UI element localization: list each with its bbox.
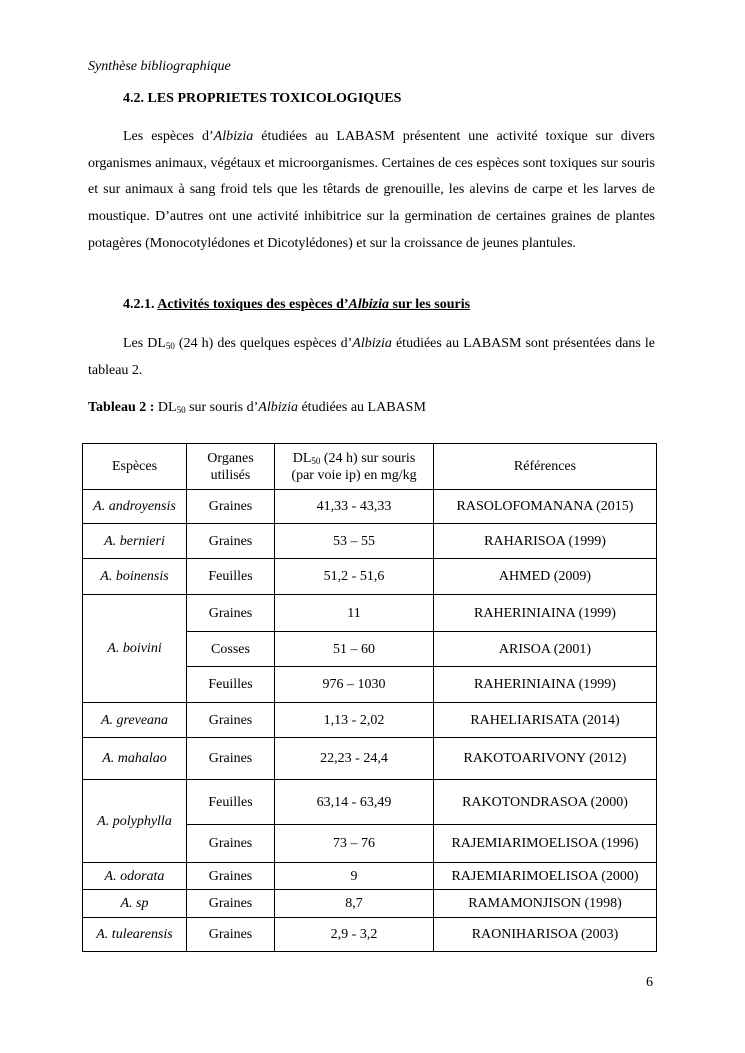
dl50-cell: 53 – 55 [275, 524, 434, 559]
section-title: 4.2. LES PROPRIETES TOXICOLOGIQUES [123, 91, 402, 106]
organ-cell: Feuilles [187, 559, 275, 595]
table-row [83, 863, 657, 890]
dl50-cell: 11 [275, 595, 434, 632]
header-dl50: $DL_{50}$ (24 h) sur souris (par voie ip) en mg/kg [275, 444, 434, 490]
table-row [83, 595, 657, 632]
species-cell: A. bernieri [83, 524, 187, 559]
organ-cell: Feuilles [187, 667, 275, 703]
dl50-cell: 63,14 - 63,49 [275, 780, 434, 825]
dl50-cell: 73 – 76 [275, 825, 434, 863]
organ-cell: Graines [187, 595, 275, 632]
dl50-paragraph: Les $DL_{50}$ (24 h) des quelques espèces d’Albizia étudiées au LABASM sont présentées dans le tableau 2. [88, 336, 655, 378]
species-cell: A. androyensis [83, 490, 187, 524]
organ-cell: Graines [187, 524, 275, 559]
organ-cell: Graines [187, 738, 275, 780]
running-head: Synthèse bibliographique [88, 59, 231, 74]
header-references: Références [434, 444, 657, 490]
reference-cell: RAHERINIAINA (1999) [434, 667, 657, 703]
table-row [83, 559, 657, 595]
table-caption: Tableau 2 : $DL_{50}$ sur souris d’Albizia étudiées au LABASM [88, 400, 426, 415]
reference-cell: RAKOTOARIVONY (2012) [434, 738, 657, 780]
table-row [83, 890, 657, 918]
reference-cell: RASOLOFOMANANA (2015) [434, 490, 657, 524]
dl50-cell: 1,13 - 2,02 [275, 703, 434, 738]
reference-cell: RAMAMONJISON (1998) [434, 890, 657, 918]
dl50-cell: 51 – 60 [275, 632, 434, 667]
species-cell: A. sp [83, 890, 187, 918]
reference-cell: RAJEMIARIMOELISOA (1996) [434, 825, 657, 863]
dl50-cell: 9 [275, 863, 434, 890]
genus-name: Albizia [352, 336, 392, 351]
species-cell: A. tulearensis [83, 918, 187, 952]
organ-cell: Cosses [187, 632, 275, 667]
reference-cell: RAKOTONDRASOA (2000) [434, 780, 657, 825]
reference-cell: RAHELIARISATA (2014) [434, 703, 657, 738]
reference-cell: RAJEMIARIMOELISOA (2000) [434, 863, 657, 890]
dl50-cell: 41,33 - 43,33 [275, 490, 434, 524]
reference-cell: RAONIHARISOA (2003) [434, 918, 657, 952]
reference-cell: AHMED (2009) [434, 559, 657, 595]
table-row [83, 738, 657, 780]
organ-cell: Feuilles [187, 780, 275, 825]
species-cell: A. boivini [83, 595, 187, 703]
species-cell: A. polyphylla [83, 780, 187, 863]
intro-paragraph: Les espèces d’Albizia étudiées au LABASM présentent une activité toxique sur divers organismes animaux, végétaux et microorganismes. Certaines de ces espèces sont toxiques sur souris et sur animaux à sang froid tels que les têtards de grenouille, les alevins de carpe et les larves de moustique. D’autres ont une activité inhibitrice sur la germination de certaines graines de plantes potagères (Monocotylédones et Dicotylédones) et sur la croissance de jeunes plantules. [88, 129, 655, 251]
species-cell: A. mahalao [83, 738, 187, 780]
dl50-cell: 51,2 - 51,6 [275, 559, 434, 595]
reference-cell: ARISOA (2001) [434, 632, 657, 667]
table-row [83, 703, 657, 738]
organ-cell: Graines [187, 918, 275, 952]
subsection-title: 4.2.1. Activités toxiques des espèces d’Albizia sur les souris [123, 297, 471, 312]
table-row [83, 918, 657, 952]
dl50-cell: 2,9 - 3,2 [275, 918, 434, 952]
organ-cell: Graines [187, 703, 275, 738]
genus-name: Albizia [348, 297, 390, 312]
species-cell: A. odorata [83, 863, 187, 890]
reference-cell: RAHARISOA (1999) [434, 524, 657, 559]
genus-name: Albizia [213, 129, 254, 144]
header-organs: Organes utilisés [187, 444, 275, 490]
reference-cell: RAHERINIAINA (1999) [434, 595, 657, 632]
dl50-cell: 22,23 - 24,4 [275, 738, 434, 780]
organ-cell: Graines [187, 863, 275, 890]
organ-cell: Graines [187, 490, 275, 524]
header-species: Espèces [83, 444, 187, 490]
dl50-cell: 8,7 [275, 890, 434, 918]
organ-cell: Graines [187, 825, 275, 863]
organ-cell: Graines [187, 890, 275, 918]
dl50-cell: 976 – 1030 [275, 667, 434, 703]
table-row [83, 490, 657, 524]
table-row [83, 780, 657, 825]
page-number: 6 [646, 975, 653, 990]
species-cell: A. greveana [83, 703, 187, 738]
species-cell: A. boinensis [83, 559, 187, 595]
table-header-row [83, 444, 657, 490]
toxicity-table [82, 443, 657, 952]
table-row [83, 524, 657, 559]
